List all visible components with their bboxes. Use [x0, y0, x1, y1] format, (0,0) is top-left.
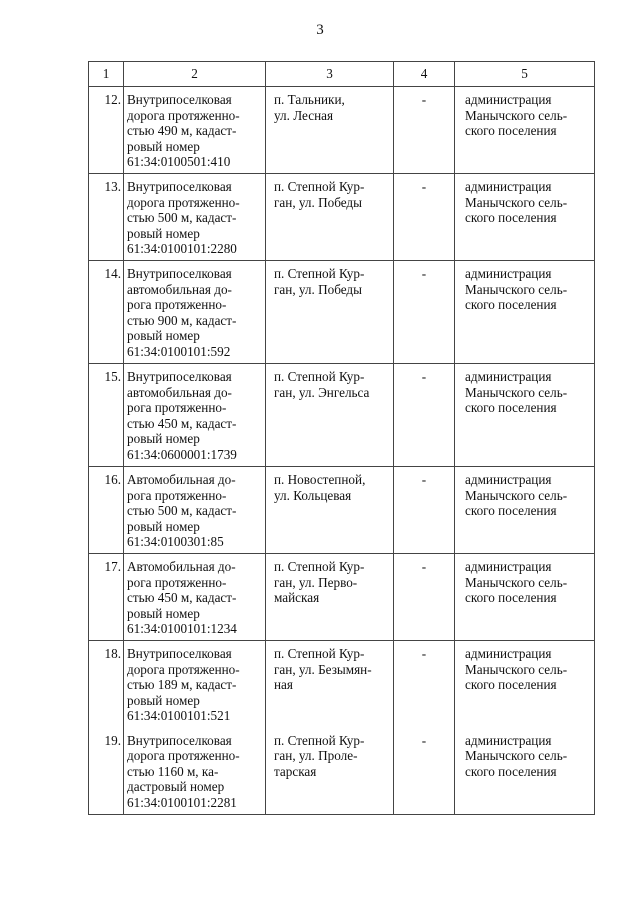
road-owner-cell: [455, 364, 595, 467]
row-number: 19.: [104, 732, 121, 748]
column-4-value-cell: [394, 364, 455, 467]
road-owner: администрация Манычского сель- ского поселения: [465, 472, 568, 519]
column-4-value: -: [421, 369, 427, 384]
road-owner-cell: [455, 261, 595, 364]
column-4-value-cell: [394, 261, 455, 364]
road-address: п. Степной Кур- ган, ул. Перво- майская: [274, 559, 365, 606]
road-description: Внутрипоселковая автомобильная до- рога протяженно- стью 450 м, кадаст- ровый номер 61:34:0600001:1739: [127, 369, 237, 462]
road-description: Внутрипоселковая дорога протяженно- стью 1160 м, ка- дастровый номер 61:34:0100101:2281: [127, 732, 240, 810]
table-row: [89, 87, 595, 174]
header-col-5: 5: [455, 62, 595, 87]
column-4-value: -: [421, 646, 427, 661]
road-address-cell: [266, 364, 394, 467]
road-description-cell: [124, 641, 266, 728]
row-number-cell: [89, 554, 124, 641]
road-address-cell: [266, 174, 394, 261]
road-owner-cell: [455, 174, 595, 261]
road-description-cell: [124, 87, 266, 174]
road-owner-cell: [455, 87, 595, 174]
road-address: п. Степной Кур- ган, ул. Энгельса: [274, 369, 370, 400]
road-owner: администрация Манычского сель- ского поселения: [465, 266, 568, 313]
road-address-cell: [266, 467, 394, 554]
road-description: Внутрипоселковая дорога протяженно- стью 490 м, кадаст- ровый номер 61:34:0100501:410: [127, 92, 240, 170]
table-row: [89, 554, 595, 641]
road-description-cell: [124, 554, 266, 641]
row-number-cell: [89, 87, 124, 174]
row-number: 17.: [104, 559, 121, 574]
row-number: 15.: [104, 369, 121, 384]
row-number: 18.: [104, 646, 121, 661]
road-address-cell: [266, 554, 394, 641]
header-col-4: 4: [394, 62, 455, 87]
table-row: [89, 467, 595, 554]
table-row: [89, 174, 595, 261]
row-number: 16.: [104, 472, 121, 487]
row-number-cell: [89, 174, 124, 261]
road-owner: администрация Манычского сель- ского поселения: [465, 179, 568, 226]
road-description-cell: [124, 261, 266, 364]
road-owner: администрация Манычского сель- ского поселения: [465, 646, 568, 693]
row-number: 12.: [104, 92, 121, 107]
column-4-value: -: [421, 266, 427, 281]
table-row: [89, 728, 595, 815]
table-row: [89, 364, 595, 467]
road-address: п. Новостепной, ул. Кольцевая: [274, 472, 366, 503]
road-owner-cell: [455, 641, 595, 728]
road-description-cell: [124, 467, 266, 554]
row-number-cell: [89, 728, 124, 815]
road-address: п. Тальники, ул. Лесная: [274, 92, 345, 123]
road-description-cell: [124, 364, 266, 467]
road-address: п. Степной Кур- ган, ул. Проле- тарская: [274, 732, 365, 779]
road-address-cell: [266, 641, 394, 728]
road-address-cell: [266, 261, 394, 364]
row-number-cell: [89, 364, 124, 467]
road-description: Автомобильная до- рога протяженно- стью 450 м, кадаст- ровый номер 61:34:0100101:1234: [127, 559, 237, 637]
row-number-cell: [89, 261, 124, 364]
page-number: 3: [316, 22, 324, 38]
column-4-value-cell: [394, 554, 455, 641]
road-owner: администрация Манычского сель- ского поселения: [465, 559, 568, 606]
column-4-value-cell: [394, 641, 455, 728]
roads-table: [88, 61, 595, 815]
road-owner-cell: [455, 728, 595, 815]
column-4-value-cell: [394, 728, 455, 815]
column-4-value-cell: [394, 87, 455, 174]
header-col-1: 1: [89, 62, 124, 87]
road-owner: администрация Манычского сель- ского поселения: [465, 732, 568, 779]
row-number-cell: [89, 641, 124, 728]
column-4-value: -: [421, 92, 427, 107]
header-col-2: 2: [124, 62, 266, 87]
column-4-value-cell: [394, 174, 455, 261]
table-header-row: [89, 62, 595, 87]
road-address-cell: [266, 87, 394, 174]
row-number: 13.: [104, 179, 121, 194]
column-4-value: -: [421, 732, 427, 748]
road-description-cell: [124, 728, 266, 815]
table-row: [89, 641, 595, 728]
road-owner-cell: [455, 467, 595, 554]
road-description: Внутрипоселковая дорога протяженно- стью 500 м, кадаст- ровый номер 61:34:0100101:2280: [127, 179, 240, 257]
road-address: п. Степной Кур- ган, ул. Безымян- ная: [274, 646, 372, 693]
road-address: п. Степной Кур- ган, ул. Победы: [274, 266, 365, 297]
road-description-cell: [124, 174, 266, 261]
road-owner-cell: [455, 554, 595, 641]
row-number: 14.: [104, 266, 121, 281]
road-description: Внутрипоселковая дорога протяженно- стью 189 м, кадаст- ровый номер 61:34:0100101:521: [127, 646, 240, 724]
road-description: Автомобильная до- рога протяженно- стью 500 м, кадаст- ровый номер 61:34:0100301:85: [127, 472, 237, 550]
road-owner: администрация Манычского сель- ского поселения: [465, 369, 568, 416]
column-4-value: -: [421, 179, 427, 194]
column-4-value-cell: [394, 467, 455, 554]
row-number-cell: [89, 467, 124, 554]
road-address: п. Степной Кур- ган, ул. Победы: [274, 179, 365, 210]
table-row: [89, 261, 595, 364]
column-4-value: -: [421, 472, 427, 487]
road-address-cell: [266, 728, 394, 815]
column-4-value: -: [421, 559, 427, 574]
road-owner: администрация Манычского сель- ского поселения: [465, 92, 568, 139]
road-description: Внутрипоселковая автомобильная до- рога протяженно- стью 900 м, кадаст- ровый номер 61:34:0100101:592: [127, 266, 237, 359]
header-col-3: 3: [266, 62, 394, 87]
